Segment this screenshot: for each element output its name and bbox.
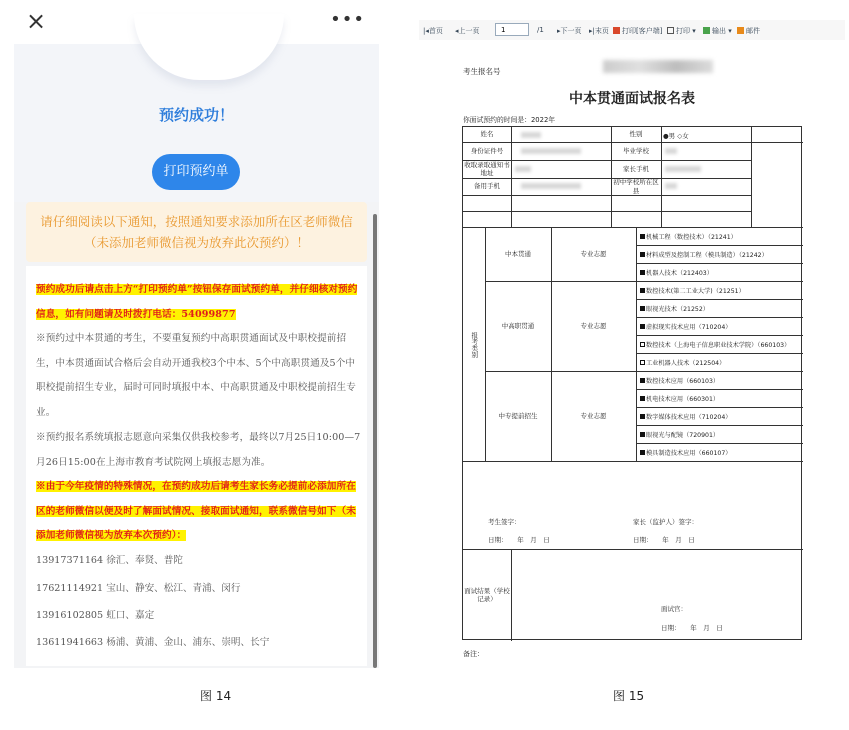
checked-box-icon (640, 234, 645, 239)
address-label: 收取录取通知书地址 (464, 160, 510, 177)
more-options-icon[interactable]: ••• (330, 9, 365, 30)
scrollbar[interactable] (373, 214, 377, 668)
name-redacted (521, 132, 541, 138)
mail-button[interactable]: 邮件 (737, 26, 760, 36)
major-option: 数控技术(第二工业大学)（21251） (640, 286, 745, 295)
remark-label: 备注： (463, 650, 484, 658)
interview-date: 日期： 年 月 日 (661, 624, 723, 632)
category-label: 报考类别 (470, 332, 479, 358)
category-zhonggaozhi: 中高职贯通 (501, 321, 535, 330)
checked-box-icon (640, 270, 645, 275)
mobile-screenshot (14, 0, 379, 668)
decorative-banner (134, 14, 284, 80)
major-option: 工业机器人技术（212504） (640, 358, 725, 367)
mail-icon (737, 27, 744, 34)
notice-content (26, 266, 367, 666)
major-option: 虚拟现实技术应用（710204） (640, 322, 732, 331)
printer-icon (667, 27, 674, 34)
notice-paragraph-1: ※预约过中本贯通的考生，不要重复预约中高职贯通面试及中职校提前招生，中本贯通面试合格后会自动开通我校3个中本、5个中高职贯通及5个中职校提前招生专业，届时可同时填报中本、中高职贯通及中职校提前招生专业。 (36, 333, 356, 418)
total-pages: /1 (537, 26, 544, 34)
major-option: 数控技术应用（660103） (640, 376, 719, 385)
notice-text: 请仔细阅读以下通知，按照通知要求添加所在区老师微信（未添加老师微信视为放弃此次预约）！ (40, 214, 353, 250)
contact-line: 17621114921 宝山、静安、松江、青浦、闵行 (36, 583, 241, 594)
last-page-button[interactable]: ▸|末页 (589, 27, 609, 35)
document-page (419, 40, 845, 668)
document-title: 中本贯通面试报名表 (569, 91, 695, 107)
backup-phone-redacted (521, 183, 581, 189)
school-redacted (665, 148, 677, 154)
checked-box-icon (640, 324, 645, 329)
major-label: 专业志愿 (580, 321, 607, 330)
major-option: 数控技术（上海电子信息职业技术学院）（660103） (640, 340, 790, 349)
id-number-redacted (521, 148, 581, 154)
interviewer-label: 面试官： (661, 605, 687, 613)
name-label: 姓名 (480, 130, 494, 139)
registration-form-table (462, 126, 802, 640)
parent-date: 日期： 年 月 日 (633, 536, 695, 544)
export-icon (703, 27, 710, 34)
major-label: 专业志愿 (580, 411, 607, 420)
checked-box-icon (640, 288, 645, 293)
id-number-label: 身份证件号 (470, 146, 504, 155)
major-label: 专业志愿 (580, 249, 607, 258)
contact-line: 13611941663 杨浦、黄浦、金山、浦东、崇明、长宁 (36, 637, 270, 648)
last-page-icon: ▸| (589, 27, 595, 35)
major-option: 数字媒体技术应用（710204） (640, 412, 732, 421)
export-button[interactable]: 输出 ▾ (703, 26, 732, 36)
student-date: 日期： 年 月 日 (488, 536, 550, 544)
major-option: 材料成型及控制工程（模具制造）（21242） (640, 250, 768, 259)
viewer-toolbar (419, 20, 845, 40)
backup-phone-label: 备用手机 (474, 182, 500, 191)
wechat-instruction-paragraph: ※由于今年疫情的特殊情况，在预约成功后请考生家长务必提前必添加所在区的老师微信以便及时了解面试情况、接取面试通知，联系微信号如下（未添加老师微信视为放弃本次预约）： (36, 481, 356, 541)
next-page-button[interactable]: ▸下一页 (557, 27, 582, 35)
contact-line: 13916102805 虹口、嘉定 (36, 610, 155, 621)
major-option: 眼视光与配镜（720901） (640, 430, 719, 439)
checked-box-icon (640, 396, 645, 401)
category-zhongben: 中本贯通 (505, 249, 531, 258)
appointment-time: 你面试预约的时间是：2022年 (463, 116, 556, 124)
print-instruction-paragraph: 预约成功后请点击上方“打印预约单”按钮保存面试预约单，并仔细核对预约信息，如有问题请及时拨打电话：54099877 (36, 284, 358, 320)
checked-box-icon (640, 432, 645, 437)
contact-line: 13917371164 徐汇、奉贤、普陀 (36, 555, 183, 566)
report-viewer (419, 20, 845, 668)
unchecked-box-icon (640, 360, 645, 365)
major-option: 机械工程（数控技术）（21241） (640, 232, 737, 241)
page-number-input[interactable] (495, 23, 529, 36)
checked-box-icon (640, 414, 645, 419)
exam-number-label: 考生报名号 (463, 67, 501, 76)
checked-box-icon (640, 378, 645, 383)
next-page-icon: ▸ (557, 27, 561, 35)
pdf-icon (613, 27, 620, 34)
print-button[interactable]: 打印 ▾ (667, 26, 696, 36)
figure-caption-right: 图 15 (613, 689, 645, 703)
interview-result-label: 面试结果（学校记录） (464, 586, 510, 603)
district-label: 初中学校所在区县 (613, 178, 659, 195)
gender-value: ●男 ◇女 (663, 132, 689, 140)
checked-box-icon (640, 450, 645, 455)
address-redacted (515, 166, 531, 172)
major-option: 眼视光技术（21252） (640, 304, 709, 313)
prev-page-icon: ◂ (455, 27, 459, 35)
student-signature-label: 考生签字： (488, 518, 521, 526)
success-message: 预约成功！ (158, 106, 234, 124)
checked-box-icon (640, 306, 645, 311)
category-zhongzhuan: 中专提前招生 (498, 411, 538, 420)
unchecked-box-icon (640, 342, 645, 347)
major-option: 机器人技术（212403） (640, 268, 713, 277)
success-panel (14, 44, 379, 202)
checked-box-icon (640, 252, 645, 257)
print-client-button[interactable]: 打印[客户端] (613, 26, 662, 36)
school-label: 毕业学校 (623, 146, 649, 155)
figure-caption-left: 图 14 (200, 689, 232, 703)
notice-paragraph-2: ※预约报名系统填报志愿意向采集仅供我校参考，最终以7月25日10:00—7月26日15:00在上海市教育考试院网上填报志愿为准。 (36, 432, 361, 468)
close-icon[interactable]: × (26, 7, 47, 35)
parent-phone-label: 家长手机 (623, 164, 649, 173)
major-option: 模具制造技术应用（660107） (640, 448, 732, 457)
district-redacted (665, 183, 677, 189)
prev-page-button[interactable]: ◂上一页 (455, 27, 480, 35)
notice-banner (26, 202, 367, 262)
parent-phone-redacted (665, 166, 701, 172)
exam-number-redacted (603, 60, 713, 73)
major-option: 机电技术应用（660301） (640, 394, 719, 403)
gender-label: 性别 (629, 130, 643, 139)
parent-signature-label: 家长（监护人）签字： (633, 518, 698, 526)
print-appointment-button[interactable]: 打印预约单 (152, 154, 240, 190)
first-page-icon: |◂ (423, 27, 429, 35)
first-page-button[interactable]: |◂首页 (423, 27, 443, 35)
